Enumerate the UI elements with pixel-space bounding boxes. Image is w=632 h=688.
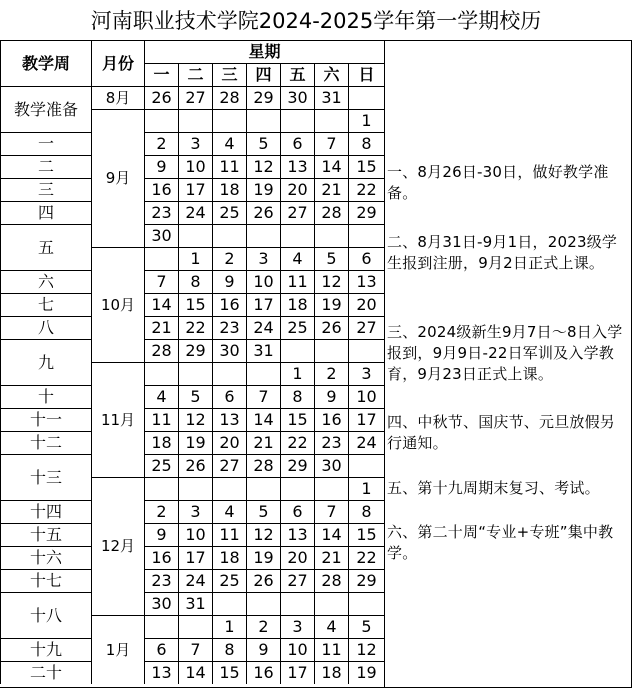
day-cell: 13 <box>280 155 314 178</box>
day-cell: 6 <box>280 132 314 155</box>
day-cell: 3 <box>348 362 384 385</box>
day-cell: 22 <box>348 178 384 201</box>
month-label: 1月 <box>91 615 144 684</box>
day-cell <box>212 592 246 615</box>
day-cell: 29 <box>348 201 384 224</box>
day-cell: 28 <box>314 569 348 592</box>
header-weekday: 二 <box>178 63 212 86</box>
day-cell: 16 <box>246 661 280 684</box>
day-cell: 4 <box>144 385 178 408</box>
day-cell <box>246 224 280 247</box>
day-cell: 6 <box>212 385 246 408</box>
month-label: 11月 <box>91 362 144 477</box>
week-label: 十八 <box>0 592 91 638</box>
day-cell: 27 <box>280 201 314 224</box>
day-cell: 30 <box>212 339 246 362</box>
day-cell: 4 <box>314 615 348 638</box>
header-weekday: 三 <box>212 63 246 86</box>
month-label: 8月 <box>91 86 144 109</box>
day-cell <box>144 362 178 385</box>
week-label: 十四 <box>0 500 91 523</box>
day-cell: 1 <box>348 477 384 500</box>
day-cell: 16 <box>144 546 178 569</box>
day-cell <box>212 477 246 500</box>
day-cell: 2 <box>212 247 246 270</box>
day-cell: 31 <box>178 592 212 615</box>
day-cell: 25 <box>144 454 178 477</box>
day-cell <box>178 109 212 132</box>
day-cell <box>314 224 348 247</box>
note-3: 三、2024级新生9月7日～8日入学报到，9月9日-22日军训及入学教育，9月23日正式上课。 <box>387 323 623 383</box>
day-cell: 16 <box>314 408 348 431</box>
day-cell: 2 <box>314 362 348 385</box>
month-label: 9月 <box>91 109 144 247</box>
note-2: 二、8月31日-9月1日，2023级学生报到注册，9月2日正式上课。 <box>387 233 618 272</box>
day-cell: 15 <box>348 155 384 178</box>
day-cell: 2 <box>246 615 280 638</box>
day-cell: 20 <box>280 178 314 201</box>
day-cell: 19 <box>178 431 212 454</box>
day-cell <box>280 477 314 500</box>
day-cell: 2 <box>144 132 178 155</box>
day-cell: 25 <box>280 316 314 339</box>
note-6: 六、第二十周“专业+专班”集中教学。 <box>387 523 614 562</box>
day-cell: 9 <box>314 385 348 408</box>
week-label: 六 <box>0 270 91 293</box>
day-cell: 19 <box>348 661 384 684</box>
day-cell: 19 <box>246 546 280 569</box>
day-cell <box>178 477 212 500</box>
day-cell: 5 <box>246 500 280 523</box>
day-cell: 22 <box>348 546 384 569</box>
day-cell: 12 <box>314 270 348 293</box>
day-cell: 3 <box>178 132 212 155</box>
day-cell: 16 <box>144 178 178 201</box>
day-cell: 7 <box>314 500 348 523</box>
day-cell: 11 <box>212 523 246 546</box>
day-cell: 27 <box>348 316 384 339</box>
day-cell: 14 <box>178 661 212 684</box>
week-label: 二十 <box>0 661 91 684</box>
day-cell <box>144 615 178 638</box>
day-cell: 1 <box>348 109 384 132</box>
day-cell <box>314 339 348 362</box>
day-cell: 8 <box>348 132 384 155</box>
day-cell <box>212 109 246 132</box>
day-cell <box>212 224 246 247</box>
day-cell: 28 <box>314 201 348 224</box>
day-cell: 7 <box>314 132 348 155</box>
day-cell: 4 <box>280 247 314 270</box>
day-cell: 9 <box>246 638 280 661</box>
week-label: 十九 <box>0 638 91 661</box>
day-cell: 15 <box>348 523 384 546</box>
header-weekday: 一 <box>144 63 178 86</box>
day-cell: 26 <box>178 454 212 477</box>
day-cell: 9 <box>212 270 246 293</box>
day-cell: 17 <box>246 293 280 316</box>
day-cell: 6 <box>280 500 314 523</box>
day-cell <box>348 454 384 477</box>
day-cell: 15 <box>178 293 212 316</box>
day-cell: 24 <box>348 431 384 454</box>
header-weekday: 六 <box>314 63 348 86</box>
day-cell <box>178 362 212 385</box>
week-label: 八 <box>0 316 91 339</box>
day-cell <box>348 339 384 362</box>
day-cell <box>348 592 384 615</box>
day-cell: 18 <box>212 546 246 569</box>
day-cell <box>246 362 280 385</box>
day-cell: 26 <box>246 201 280 224</box>
day-cell: 13 <box>348 270 384 293</box>
day-cell <box>246 109 280 132</box>
day-cell: 1 <box>178 247 212 270</box>
day-cell: 5 <box>314 247 348 270</box>
day-cell: 8 <box>280 385 314 408</box>
day-cell <box>144 247 178 270</box>
day-cell: 5 <box>178 385 212 408</box>
day-cell: 15 <box>212 661 246 684</box>
day-cell: 30 <box>144 592 178 615</box>
day-cell: 26 <box>314 316 348 339</box>
day-cell: 12 <box>348 638 384 661</box>
day-cell: 24 <box>246 316 280 339</box>
day-cell: 16 <box>212 293 246 316</box>
header-weekday: 四 <box>246 63 280 86</box>
day-cell: 26 <box>144 86 178 109</box>
day-cell: 21 <box>314 546 348 569</box>
day-cell <box>280 339 314 362</box>
day-cell: 9 <box>144 523 178 546</box>
week-label: 二 <box>0 155 91 178</box>
day-cell: 13 <box>144 661 178 684</box>
day-cell: 21 <box>314 178 348 201</box>
day-cell: 27 <box>212 454 246 477</box>
day-cell: 14 <box>246 408 280 431</box>
day-cell: 29 <box>178 339 212 362</box>
day-cell: 20 <box>212 431 246 454</box>
day-cell: 6 <box>144 638 178 661</box>
day-cell: 21 <box>246 431 280 454</box>
week-label: 一 <box>0 132 91 155</box>
calendar-title: 河南职业技术学院2024-2025学年第一学期校历 <box>90 9 542 33</box>
day-cell: 17 <box>348 408 384 431</box>
week-label: 七 <box>0 293 91 316</box>
notes-panel <box>384 40 632 688</box>
header-weekday: 五 <box>280 63 314 86</box>
day-cell: 11 <box>314 638 348 661</box>
week-label: 十七 <box>0 569 91 592</box>
week-label: 十 <box>0 385 91 408</box>
week-label: 九 <box>0 339 91 385</box>
day-cell: 13 <box>212 408 246 431</box>
day-cell <box>314 109 348 132</box>
day-cell: 30 <box>314 454 348 477</box>
day-cell: 10 <box>280 638 314 661</box>
day-cell: 5 <box>246 132 280 155</box>
day-cell: 28 <box>144 339 178 362</box>
day-cell: 24 <box>178 201 212 224</box>
month-label: 12月 <box>91 477 144 615</box>
header-day-of-week: 星期 <box>144 40 384 63</box>
week-label: 三 <box>0 178 91 201</box>
day-cell: 8 <box>178 270 212 293</box>
week-label: 十三 <box>0 454 91 500</box>
day-cell <box>280 109 314 132</box>
day-cell: 25 <box>212 569 246 592</box>
day-cell: 17 <box>178 546 212 569</box>
day-cell: 13 <box>280 523 314 546</box>
day-cell: 19 <box>314 293 348 316</box>
header-week: 教学周 <box>0 40 91 86</box>
note-5: 五、第十九周期末复习、考试。 <box>387 479 600 497</box>
day-cell: 14 <box>144 293 178 316</box>
day-cell: 19 <box>246 178 280 201</box>
week-label: 十二 <box>0 431 91 454</box>
day-cell <box>314 477 348 500</box>
day-cell: 25 <box>212 201 246 224</box>
day-cell: 10 <box>246 270 280 293</box>
day-cell: 12 <box>246 523 280 546</box>
day-cell: 17 <box>280 661 314 684</box>
day-cell: 14 <box>314 155 348 178</box>
day-cell: 29 <box>246 86 280 109</box>
week-label: 五 <box>0 224 91 270</box>
week-label: 教学准备 <box>0 86 91 132</box>
month-label: 10月 <box>91 247 144 362</box>
day-cell: 14 <box>314 523 348 546</box>
day-cell: 8 <box>348 500 384 523</box>
note-4: 四、中秋节、国庆节、元旦放假另行通知。 <box>387 413 616 452</box>
day-cell: 7 <box>144 270 178 293</box>
day-cell: 3 <box>280 615 314 638</box>
day-cell: 1 <box>280 362 314 385</box>
day-cell <box>212 362 246 385</box>
day-cell: 29 <box>348 569 384 592</box>
day-cell: 11 <box>212 155 246 178</box>
day-cell: 21 <box>144 316 178 339</box>
day-cell: 24 <box>178 569 212 592</box>
day-cell: 18 <box>144 431 178 454</box>
day-cell <box>178 224 212 247</box>
day-cell: 23 <box>212 316 246 339</box>
day-cell: 11 <box>280 270 314 293</box>
day-cell: 30 <box>280 86 314 109</box>
day-cell: 23 <box>144 569 178 592</box>
week-label: 四 <box>0 201 91 224</box>
day-cell: 5 <box>348 615 384 638</box>
day-cell: 22 <box>280 431 314 454</box>
day-cell: 23 <box>314 431 348 454</box>
day-cell: 31 <box>314 86 348 109</box>
day-cell: 3 <box>246 247 280 270</box>
week-label: 十六 <box>0 546 91 569</box>
week-label: 十一 <box>0 408 91 431</box>
day-cell: 18 <box>212 178 246 201</box>
day-cell: 18 <box>314 661 348 684</box>
day-cell <box>246 592 280 615</box>
day-cell: 23 <box>144 201 178 224</box>
day-cell: 1 <box>212 615 246 638</box>
day-cell: 2 <box>144 500 178 523</box>
header-month: 月份 <box>91 40 144 86</box>
day-cell <box>280 224 314 247</box>
day-cell: 30 <box>144 224 178 247</box>
day-cell: 11 <box>144 408 178 431</box>
day-cell: 6 <box>348 247 384 270</box>
day-cell <box>178 615 212 638</box>
day-cell <box>144 477 178 500</box>
day-cell: 29 <box>280 454 314 477</box>
day-cell: 8 <box>212 638 246 661</box>
day-cell: 18 <box>280 293 314 316</box>
day-cell: 27 <box>280 569 314 592</box>
day-cell: 10 <box>178 155 212 178</box>
day-cell: 10 <box>348 385 384 408</box>
day-cell: 28 <box>212 86 246 109</box>
day-cell: 7 <box>178 638 212 661</box>
week-label: 十五 <box>0 523 91 546</box>
day-cell <box>348 224 384 247</box>
note-1: 一、8月26日-30日，做好教学准备。 <box>387 163 609 202</box>
day-cell: 31 <box>246 339 280 362</box>
day-cell: 4 <box>212 500 246 523</box>
day-cell: 26 <box>246 569 280 592</box>
day-cell <box>280 592 314 615</box>
header-weekday: 日 <box>348 63 384 86</box>
day-cell: 12 <box>178 408 212 431</box>
day-cell: 15 <box>280 408 314 431</box>
day-cell: 17 <box>178 178 212 201</box>
day-cell <box>314 592 348 615</box>
day-cell <box>348 86 384 109</box>
day-cell: 20 <box>280 546 314 569</box>
day-cell: 12 <box>246 155 280 178</box>
day-cell <box>144 109 178 132</box>
day-cell <box>246 477 280 500</box>
day-cell: 3 <box>178 500 212 523</box>
day-cell: 4 <box>212 132 246 155</box>
day-cell: 27 <box>178 86 212 109</box>
day-cell: 28 <box>246 454 280 477</box>
day-cell: 10 <box>178 523 212 546</box>
day-cell: 9 <box>144 155 178 178</box>
day-cell: 7 <box>246 385 280 408</box>
day-cell: 22 <box>178 316 212 339</box>
day-cell: 20 <box>348 293 384 316</box>
